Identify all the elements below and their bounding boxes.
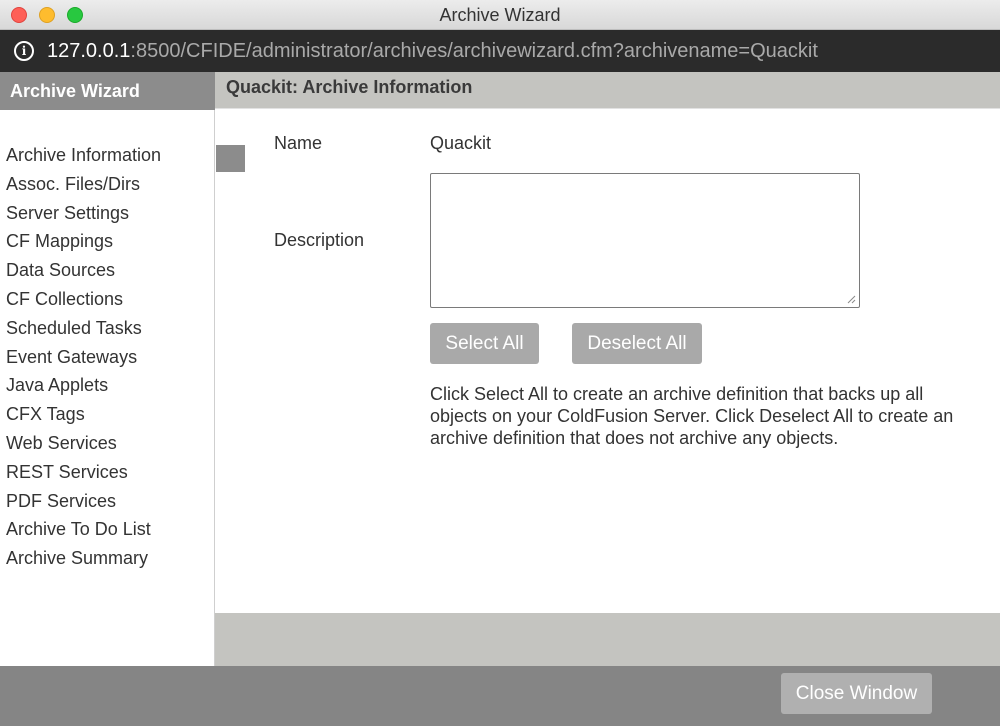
sidebar-item-scheduled-tasks[interactable]: Scheduled Tasks — [6, 317, 142, 338]
name-label: Name — [274, 133, 323, 153]
url-text[interactable] — [47, 30, 818, 72]
sidebar-item-pdf-services[interactable]: PDF Services — [6, 490, 117, 511]
sidebar-item-server-settings[interactable]: Server Settings — [6, 202, 130, 223]
sidebar-nav — [6, 141, 161, 573]
page-title: Quackit: Archive Information — [215, 72, 1000, 108]
sidebar-item-rest-services[interactable]: REST Services — [6, 461, 128, 482]
sidebar-item-archive-to-do-list[interactable]: Archive To Do List — [6, 519, 151, 540]
close-window-button[interactable]: Close Window — [781, 673, 932, 714]
info-icon[interactable]: i — [14, 41, 34, 61]
sidebar-item-cfx-tags[interactable]: CFX Tags — [6, 404, 85, 425]
url-path: :8500/CFIDE/administrator/archives/archivewizard.cfm?archivename=Quackit — [130, 40, 818, 62]
sidebar-header: Archive Wizard — [0, 72, 215, 110]
description-label: Description — [274, 230, 365, 250]
sidebar — [0, 72, 215, 666]
current-step-marker — [216, 145, 245, 172]
help-text: Click Select All to create an archive definition that backs up all objects on your ColdFusion Server. Click Deselect All to create an archive definition that does not archive any objects. — [430, 384, 954, 448]
name-value: Quackit — [430, 133, 492, 153]
sidebar-item-event-gateways[interactable]: Event Gateways — [6, 346, 138, 367]
select-all-button[interactable]: Select All — [430, 323, 539, 364]
sidebar-item-cf-mappings[interactable]: CF Mappings — [6, 231, 114, 252]
url-host: 127.0.0.1 — [47, 40, 131, 62]
sidebar-item-cf-collections[interactable]: CF Collections — [6, 288, 124, 309]
content-footer — [215, 613, 1000, 666]
sidebar-item-assoc-files-dirs[interactable]: Assoc. Files/Dirs — [6, 173, 141, 194]
sidebar-item-web-services[interactable]: Web Services — [6, 432, 117, 453]
sidebar-item-java-applets[interactable]: Java Applets — [6, 375, 109, 396]
deselect-all-button[interactable]: Deselect All — [572, 323, 702, 364]
url-bar[interactable] — [0, 30, 1000, 72]
description-textarea[interactable] — [430, 173, 860, 308]
sidebar-item-archive-information[interactable]: Archive Information — [6, 145, 162, 165]
sidebar-item-archive-summary[interactable]: Archive Summary — [6, 548, 149, 569]
window-title: Archive Wizard — [439, 5, 561, 25]
title-bar — [0, 0, 1000, 30]
sidebar-item-data-sources[interactable]: Data Sources — [6, 260, 116, 281]
